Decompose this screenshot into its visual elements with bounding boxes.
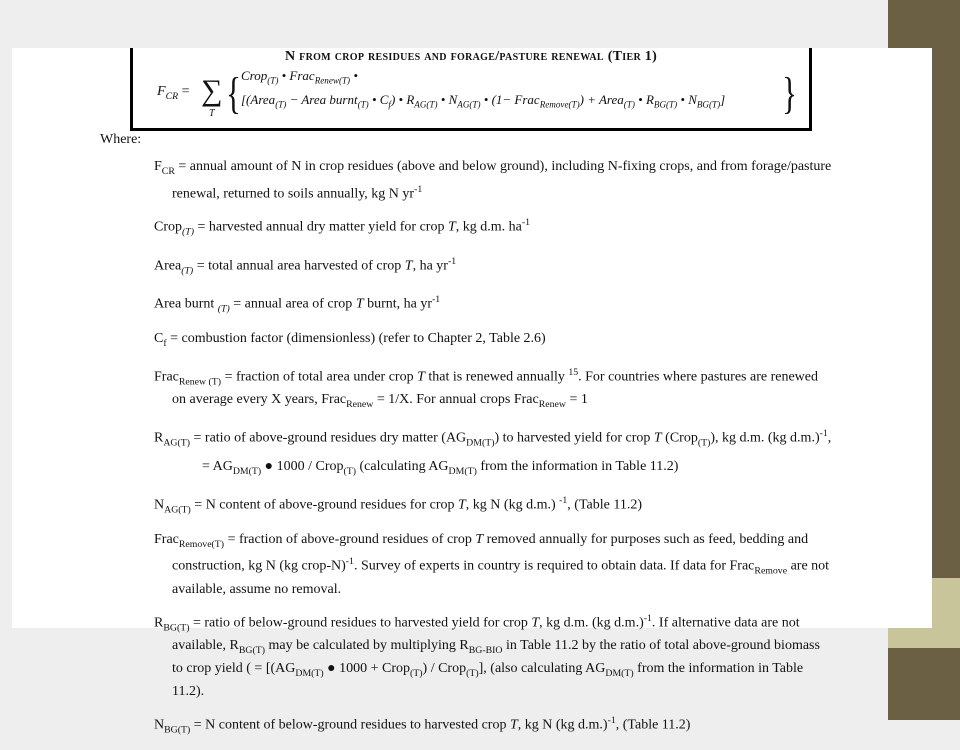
def-rbg: $R_{BG(T)}$ = ratio of below-ground residues to harvested yield for crop T, kg d.m. (kg d.m.)$^{-1}$. If alternative data are not available, $R_{BG(T)}$ may be calculated by multiplying $R_{BG-BIO}$ in Table 11.2 by the ratio of total above-ground biomass to crop yield ( = [($AG_{DM(T)}$ ● 1000 + Crop$_{(T)}$) / Crop$_{(T)}$], (also calculating $AG_{DM(T)}$ from the information in Table 11.2). bbox=[154, 612, 820, 699]
def-frac-remove: Frac$_{Remove(T)}$ = fraction of above-ground residues of crop T removed annually for purposes such as feed, bedding and construction, kg N (kg crop-N)$^{-1}$. Survey of experts in country is required to obtain data. If data for Frac$_{Remove}$ are not available, assume no removal. bbox=[154, 531, 830, 597]
def-area: Area$_{(T)}$ = total annual area harvested of crop T, ha $yr^{-1}$ bbox=[154, 255, 457, 277]
def-cf: $C_f$ = combustion factor (dimensionless) (refer to Chapter 2, Table 2.6) bbox=[154, 330, 546, 349]
equation-title: N from crop residues and forage/pasture renewal (Tier 1) bbox=[284, 49, 658, 64]
def-nag: $N_{AG(T)} = N$ content of above-ground residues for crop T, kg N (kg d.m.) $^{-1}$, (Table 11.2) bbox=[154, 495, 642, 516]
def-nbg: $N_{BG(T)} = N$ content of below-ground residues to harvested crop T, kg N (kg d.m.)$^{-1}$, (Table 11.2) bbox=[154, 714, 691, 736]
def-rag-formula: = $AG_{DM(T)}$ ● 1000 / Crop$_{(T)}$ (calculating $AG_{DM(T)}$ from the information in Table 11.2) bbox=[202, 459, 679, 478]
equation-formula bbox=[139, 66, 799, 126]
equation-line-2: [(Area$_{(T)}$ − Area burnt$_{(T)}$ • $C_f$) • $R_{AG(T)}$ • $N_{AG(T)}$ • (1− Frac$_{Remove(T)}$) + Area$_{(T)}$ • $R_{BG(T)}$ • $N_{BG(T)}$] bbox=[241, 92, 726, 110]
def-rag: $R_{AG(T)}$ = ratio of above-ground residues dry matter $(AG_{DM(T)})$ to harvested yield for crop T (Crop$_{(T)}$), kg d.m. (kg d.m.)$^{-1}$, bbox=[154, 427, 832, 449]
equation-line-1: Crop$_{(T)}$ • Frac$_{Renew(T)}$ • bbox=[241, 68, 358, 86]
sidebar-dark-bottom bbox=[888, 648, 960, 720]
def-frac-renew: Frac$_{Renew (T)}$ = fraction of total area under crop T that is renewed annually $^{15}$. For countries where pastures are renewed on average every X years, Frac$_{Renew}$ = 1/X. For annual crops Frac$_{Renew}$ = 1 bbox=[154, 366, 818, 410]
equation-box bbox=[130, 48, 812, 131]
def-fcr: $F_{CR}$ = annual amount of N in crop residues (above and below ground), including N-fixing crops, and from forage/pasture renewal, returned to soils annually, kg N $yr^{-1}$ bbox=[154, 159, 832, 202]
def-area-burnt: Area burnt $_{(T)}$ = annual area of crop T burnt, ha $yr^{-1}$ bbox=[154, 294, 441, 315]
def-crop: Crop$_{(T)}$ = harvested annual dry matter yield for crop T, kg d.m. $ha^{-1}$ bbox=[154, 217, 531, 238]
document-image bbox=[12, 48, 932, 736]
where-label: Where: bbox=[100, 132, 142, 147]
left-brace: { bbox=[226, 69, 241, 118]
equation-lhs: $F_{CR}$ = bbox=[157, 84, 190, 102]
definitions-list bbox=[154, 158, 834, 750]
right-brace: } bbox=[782, 69, 797, 118]
summation-index: T bbox=[209, 108, 215, 119]
summation-symbol: ∑ bbox=[201, 74, 223, 107]
